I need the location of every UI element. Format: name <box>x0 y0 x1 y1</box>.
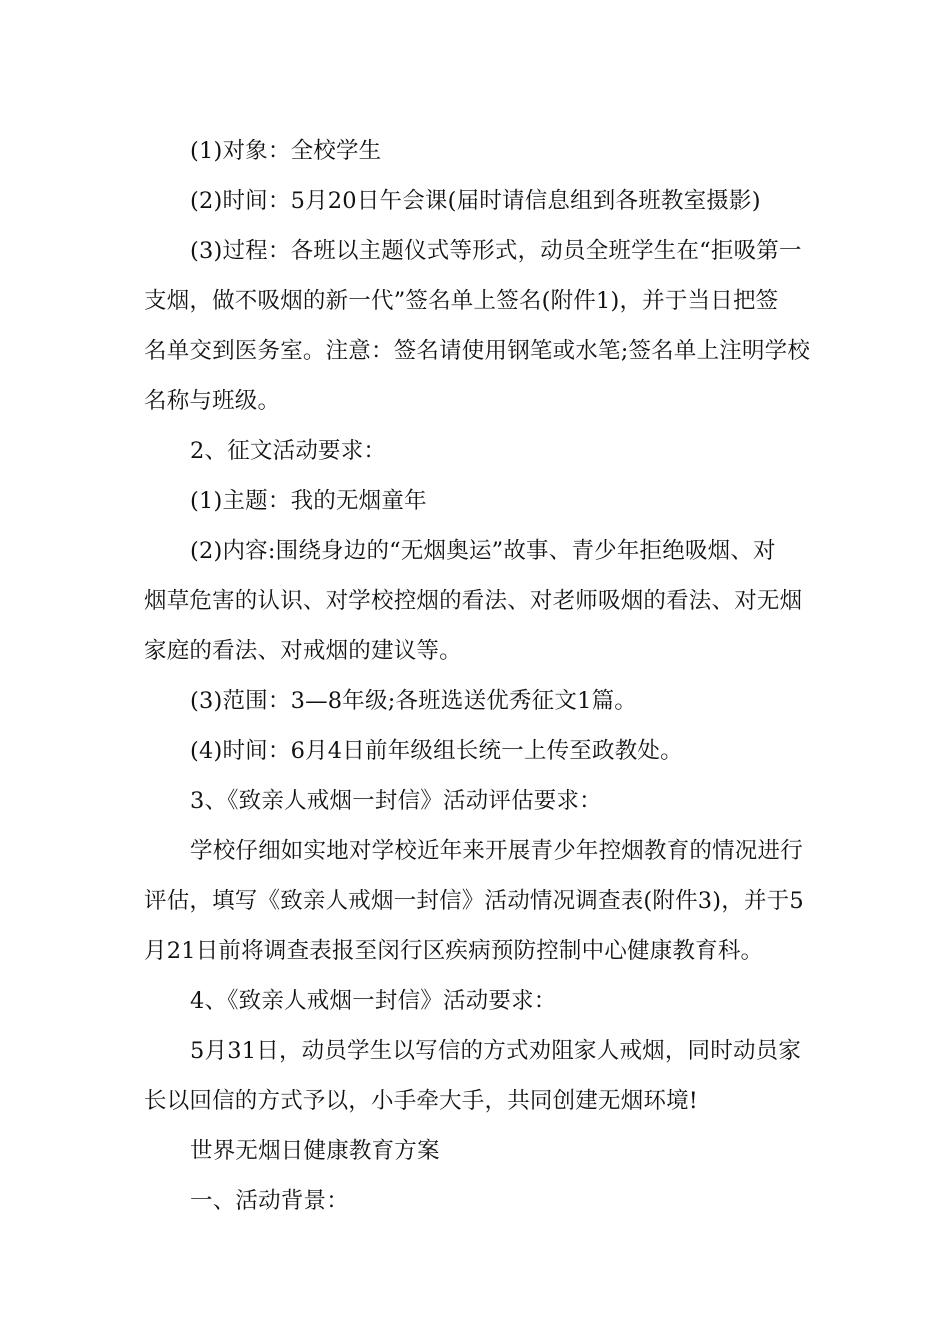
section-heading-evaluation: 3、《致亲人戒烟一封信》活动评估要求： <box>190 788 602 814</box>
item-target-line: (1)对象：全校学生 <box>190 138 382 164</box>
evaluation-paragraph-line-1: 学校仔细如实地对学校近年来开展青少年控烟教育的情况进行 <box>190 838 803 864</box>
new-plan-title: 世界无烟日健康教育方案 <box>190 1138 440 1164</box>
item-process-line-3: 名单交到医务室。注意：签名请使用钢笔或水笔;签名单上注明学校 <box>144 338 811 364</box>
section-heading-essay: 2、征文活动要求： <box>190 438 387 464</box>
item-time-line: (2)时间：5月20日午会课(届时请信息组到各班教室摄影) <box>190 188 761 214</box>
evaluation-paragraph-line-3: 月21日前将调查表报至闵行区疾病预防控制中心健康教育科。 <box>144 938 764 964</box>
letter-paragraph-line-1: 5月31日，动员学生以写信的方式劝阻家人戒烟，同时动员家 <box>190 1038 802 1064</box>
essay-content-line-2: 烟草危害的认识、对学校控烟的看法、对老师吸烟的看法、对无烟 <box>144 588 803 614</box>
essay-content-line-3: 家庭的看法、对戒烟的建议等。 <box>144 638 462 664</box>
item-process-line-2: 支烟，做不吸烟的新一代”签名单上签名(附件1)，并于当日把签 <box>144 288 779 314</box>
letter-paragraph-line-2: 长以回信的方式予以，小手牵大手，共同创建无烟环境! <box>144 1088 699 1114</box>
section-heading-background: 一、活动背景： <box>190 1188 349 1214</box>
essay-content-line-1: (2)内容:围绕身边的“无烟奥运”故事、青少年拒绝吸烟、对 <box>190 538 776 564</box>
essay-scope-line: (3)范围：3—8年级;各班选送优秀征文1篇。 <box>190 688 637 714</box>
essay-time-line: (4)时间：6月4日前年级组长统一上传至政教处。 <box>190 738 683 764</box>
section-heading-letter: 4、《致亲人戒烟一封信》活动要求： <box>190 988 557 1014</box>
item-process-line-1: (3)过程：各班以主题仪式等形式，动员全班学生在“拒吸第一 <box>190 238 802 264</box>
evaluation-paragraph-line-2: 评估，填写《致亲人戒烟一封信》活动情况调查表(附件3)，并于5 <box>144 888 804 914</box>
item-process-line-4: 名称与班级。 <box>144 388 281 414</box>
essay-theme-line: (1)主题：我的无烟童年 <box>190 488 427 514</box>
